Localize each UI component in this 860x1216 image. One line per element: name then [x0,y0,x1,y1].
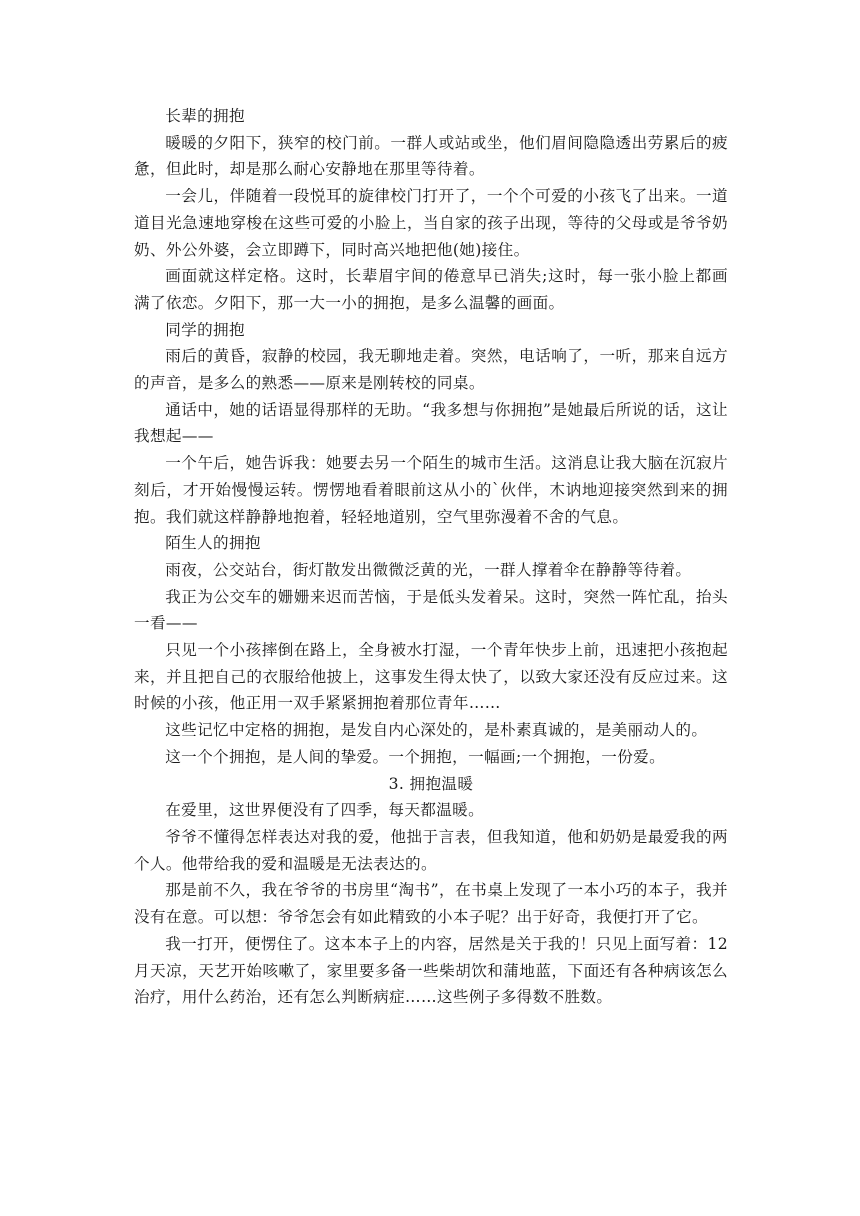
document-body [134,103,728,1011]
paragraph: 一会儿，伴随着一段悦耳的旋律校门打开了，一个个可爱的小孩飞了出来。一道道目光急速地穿梭在这些可爱的小脸上，当自家的孩子出现，等待的父母或是爷爷奶奶、外公外婆，会立即蹲下，同时高兴地把他(她)接住。 [134,187,728,259]
section-heading-stranger-hug: 陌生人的拥抱 [165,534,261,553]
paragraph: 暖暖的夕阳下，狭窄的校门前。一群人或站或坐，他们眉间隐隐透出劳累后的疲惫，但此时，却是那么耐心安静地在那里等待着。 [134,133,728,179]
paragraph: 我正为公交车的姗姗来迟而苦恼，于是低头发着呆。这时，突然一阵忙乱，抬头一看—— [134,587,728,633]
paragraph: 爷爷不懂得怎样表达对我的爱，他拙于言表，但我知道，他和奶奶是最爱我的两个人。他带给我的爱和温暖是无法表达的。 [134,827,728,873]
paragraph: 我一打开，便愣住了。这本本子上的内容，居然是关于我的！只见上面写着：12月天凉，天艺开始咳嗽了，家里要多备一些柴胡饮和蒲地蓝，下面还有各种病该怎么治疗，用什么药治，还有怎么判断病症……这些例子多得数不胜数。 [134,934,728,1007]
section-heading-elders-hug: 长辈的拥抱 [165,107,245,125]
paragraph: 这一个个拥抱，是人间的挚爱。一个拥抱，一幅画;一个拥抱，一份爱。 [165,747,666,766]
essay-title-hug-warmth: 3. 拥抱温暖 [388,774,474,793]
paragraph: 只见一个小孩摔倒在路上，全身被水打湿，一个青年快步上前，迅速把小孩抱起来，并且把自己的衣服给他披上，这事发生得太快了，以致大家还没有反应过来。这时候的小孩，他正用一双手紧紧拥抱着那位青年…… [134,641,728,713]
section-heading-classmate-hug: 同学的拥抱 [165,320,245,339]
paragraph: 那是前不久，我在爷爷的书房里“淘书”，在书桌上发现了一本小巧的本子，我并没有在意。可以想：爷爷怎会有如此精致的小本子呢？出于好奇，我便打开了它。 [134,881,728,927]
paragraph: 通话中，她的话语显得那样的无助。“我多想与你拥抱”是她最后所说的话，这让我想起—— [134,400,728,446]
paragraph: 雨夜，公交站台，街灯散发出微微泛黄的光，一群人撑着伞在静静等待着。 [165,560,692,579]
paragraph: 雨后的黄昏，寂静的校园，我无聊地走着。突然，电话响了，一听，那来自远方的声音，是多么的熟悉——原来是刚转校的同桌。 [134,347,728,393]
paragraph: 在爱里，这世界便没有了四季，每天都温暖。 [165,801,485,820]
paragraph: 一个午后，她告诉我：她要去另一个陌生的城市生活。这消息让我大脑在沉寂片刻后，才开始慢慢运转。愣愣地看着眼前这从小的`伙伴，木讷地迎接突然到来的拥抱。我们就这样静静地抱着，轻轻地道别，空气里弥漫着不舍的气息。 [134,454,728,526]
paragraph: 画面就这样定格。这时，长辈眉宇间的倦意早已消失;这时，每一张小脸上都画满了依恋。夕阳下，那一大一小的拥抱，是多么温馨的画面。 [134,267,728,312]
paragraph: 这些记忆中定格的拥抱，是发自内心深处的，是朴素真诚的，是美丽动人的。 [165,721,708,740]
